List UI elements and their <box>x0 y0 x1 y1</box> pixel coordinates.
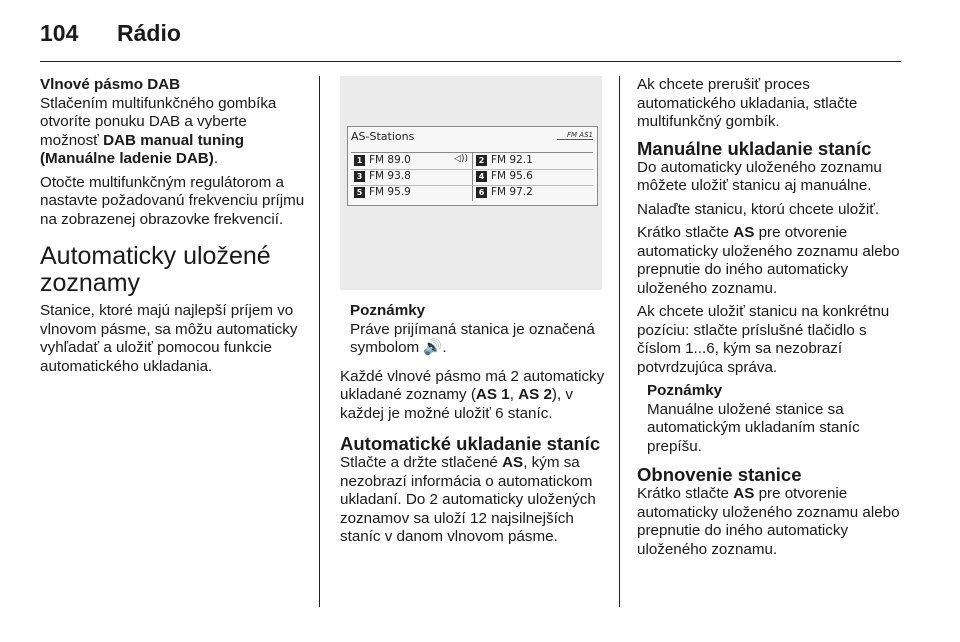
preset-6 <box>473 185 594 201</box>
paragraph-two-lists <box>340 368 608 424</box>
paragraph-interrupt: Ak chcete prerušiť proces automatického ukladania, stlačte multifunkčný gombík. <box>637 76 858 130</box>
preset-5 <box>351 185 472 201</box>
heading-auto-store: Automatické ukladanie staníc <box>340 433 601 454</box>
page-header <box>40 20 181 47</box>
heading-manual-store: Manuálne ukladanie staníc <box>637 137 872 159</box>
preset-3 <box>351 169 472 185</box>
p-text: ), v každej je možné uložiť 6 staníc. <box>340 386 573 422</box>
preset-frequency: FM 95.6 <box>491 170 533 182</box>
p-text: Každé vlnové pásmo má 2 automaticky ukladané zoznamy ( <box>340 367 605 403</box>
preset-2 <box>473 153 594 169</box>
preset-frequency: FM 95.9 <box>369 186 411 198</box>
column-3 <box>637 76 903 564</box>
paragraph-auto-lists: Stanice, ktoré majú najlepší príjem vo vlnovom pásme, sa môžu automaticky vyhľadať a uložiť pomocou funkcie automatického ukladania. <box>40 302 298 375</box>
as-stations-screen <box>347 126 598 206</box>
paragraph-turn-knob: Otočte multifunkčným regulátorom a nastavte požadovanú frekvenciu príjmu na zobrazenej obrazovke frekvencií. <box>40 173 305 228</box>
page-number: 104 <box>40 20 79 46</box>
preset-number: 6 <box>476 187 487 198</box>
preset-frequency: FM 89.0 <box>369 154 411 166</box>
as-label: AS <box>733 224 755 241</box>
note-text: Práve prijímaná stanica je označená symbolom 🔊. <box>350 320 595 356</box>
p-text: Stlačte a držte stlačené <box>340 454 503 471</box>
header-rule <box>40 61 901 62</box>
subheading-dab: Vlnové pásmo DAB <box>40 76 181 93</box>
note-title: Poznámky <box>350 302 426 319</box>
p1-text: Stlačením multifunkčného gombíka otvoríte ponuku DAB a vyberte možnosť <box>40 94 277 149</box>
p-text: pre otvorenie automaticky uloženého zoznamu alebo prepnutie do iného automaticky uloženého zoznamu. <box>637 485 900 558</box>
paragraph-specific-position: Ak chcete uložiť stanicu na konkrétnu pozíciu: stlačte príslušné tlačidlo s číslom 1...6, kým sa nezobrazí potvrdzujúca správa. <box>637 303 890 376</box>
column-divider-2 <box>619 76 620 607</box>
as-stations-illustration <box>340 76 602 290</box>
as-label: AS <box>733 485 755 502</box>
preset-number: 5 <box>354 187 365 198</box>
note-title: Poznámky <box>647 382 723 399</box>
dab-manual-tuning-label: DAB manual tuning (Manuálne ladenie DAB) <box>40 131 244 167</box>
note-current-station <box>340 302 608 358</box>
column-1 <box>40 76 308 381</box>
preset-number: 1 <box>354 155 365 166</box>
paragraph-recall <box>637 485 903 559</box>
screen-band-tag: FM AS1 <box>557 131 593 140</box>
p-text: , kým sa nezobrazí informácia o automatickom ukladaní. Do 2 automaticky uložených zoznamov sa uloží 12 najsilnejších staníc v danom vlnovom pásme. <box>340 454 596 545</box>
heading-recall: Obnovenie stanice <box>637 464 802 485</box>
column-divider-1 <box>319 76 320 607</box>
preset-number: 2 <box>476 155 487 166</box>
preset-frequency: FM 93.8 <box>369 170 411 182</box>
as1-label: AS 1 <box>475 386 510 403</box>
p1-end: . <box>213 150 219 167</box>
preset-number: 4 <box>476 171 487 182</box>
note-text: Manuálne uložené stanice sa automatickým ukladaním staníc prepíšu. <box>647 400 860 455</box>
paragraph-manual-store: Do automaticky uloženého zoznamu môžete uložiť stanicu aj manuálne. <box>637 158 882 194</box>
heading-auto-lists: Automaticky uložené zoznamy <box>40 242 271 297</box>
p-text: Krátko stlačte <box>637 485 734 502</box>
p-text: Krátko stlačte <box>637 224 734 241</box>
paragraph-auto-store <box>340 454 608 547</box>
preset-number: 3 <box>354 171 365 182</box>
as2-label: AS 2 <box>518 386 552 403</box>
paragraph-dab-manual <box>40 95 308 169</box>
preset-frequency: FM 92.1 <box>491 154 533 166</box>
preset-4 <box>473 169 594 185</box>
preset-frequency: FM 97.2 <box>491 186 533 198</box>
column-2 <box>340 302 608 552</box>
section-title: Rádio <box>117 20 181 46</box>
p-sep: , <box>509 386 519 403</box>
as-label: AS <box>502 454 524 471</box>
preset-1 <box>351 153 472 169</box>
note-overwrite <box>637 382 903 456</box>
p-text: pre otvorenie automaticky uloženého zoznamu alebo prepnutie do iného automaticky uloženého zoznamu. <box>637 224 900 297</box>
paragraph-press-as <box>637 224 903 298</box>
screen-title: AS-Stations <box>351 130 415 143</box>
paragraph-tune-station: Nalaďte stanicu, ktorú chcete uložiť. <box>637 200 880 218</box>
preset-grid <box>351 152 593 201</box>
speaker-icon: ◁)) <box>454 154 468 164</box>
